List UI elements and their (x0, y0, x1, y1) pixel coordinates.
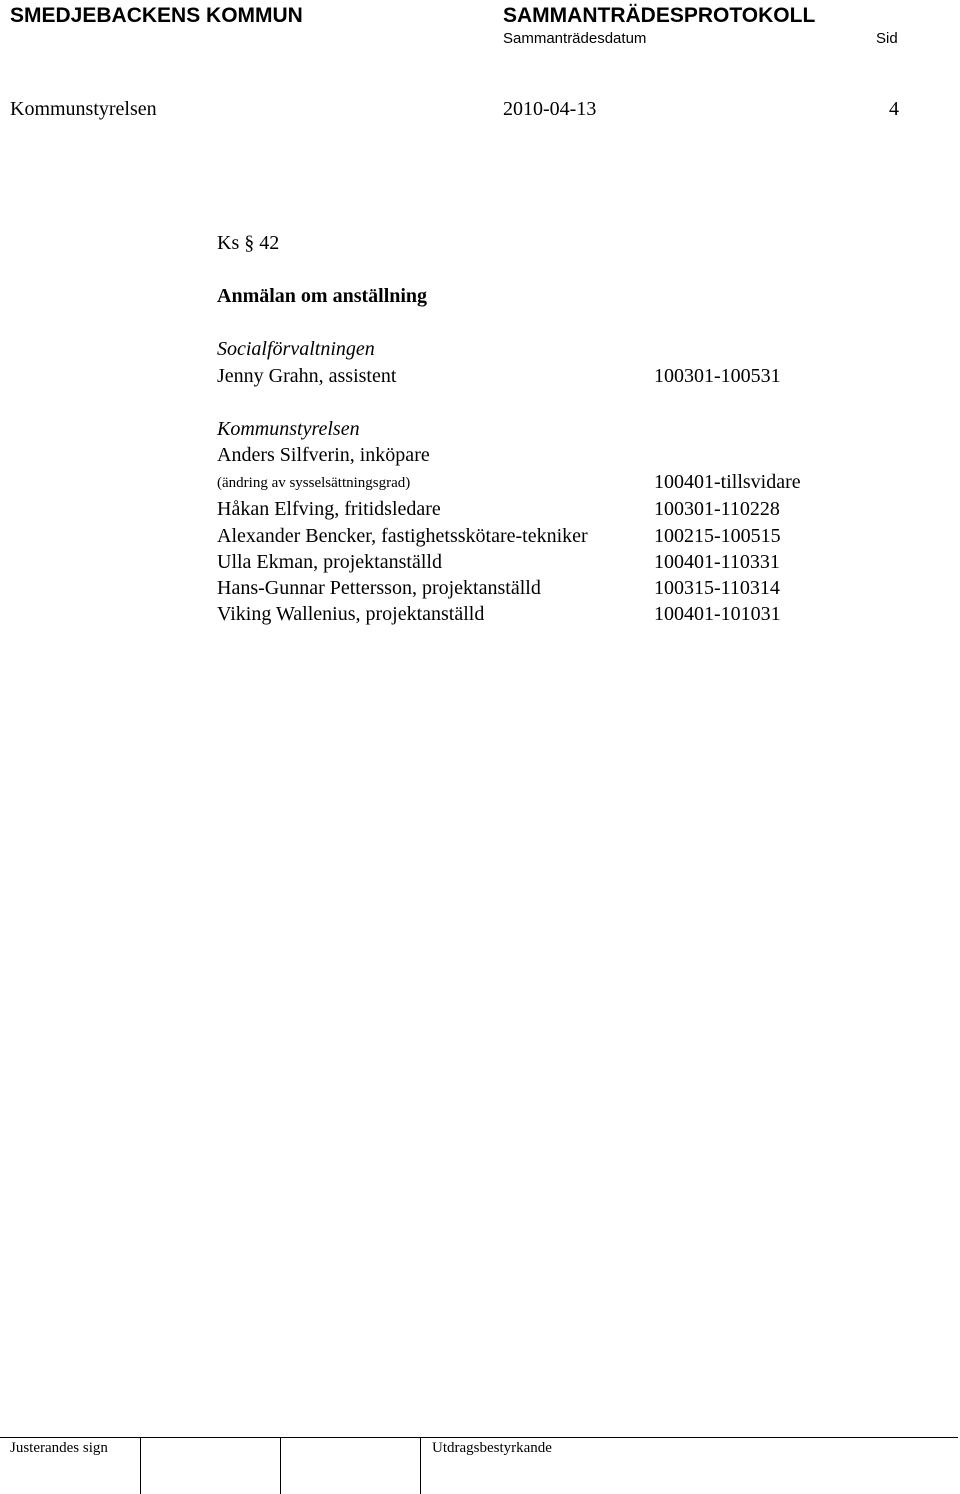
meeting-date-label: Sammanträdesdatum (503, 30, 647, 47)
document-type: SAMMANTRÄDESPROTOKOLL (503, 4, 816, 27)
employee-name: Anders Silfverin, inköpare (217, 444, 430, 466)
employee-name: Jenny Grahn, assistent (217, 365, 397, 387)
employment-row (217, 525, 837, 551)
employment-row (217, 498, 837, 524)
employee-name: Alexander Bencker, fastighetsskötare-tekniker (217, 525, 588, 547)
page-label: Sid (876, 30, 898, 47)
employment-row (217, 471, 837, 497)
page-number: 4 (889, 98, 899, 120)
employee-name: Viking Wallenius, projektanställd (217, 603, 485, 625)
adjusters-signature-label: Justerandes sign (10, 1440, 108, 1456)
section-heading: Socialförvaltningen (217, 338, 375, 360)
board-name: Kommunstyrelsen (10, 98, 157, 120)
excerpt-certification-label: Utdragsbestyrkande (432, 1440, 552, 1456)
meeting-date: 2010-04-13 (503, 98, 597, 120)
footer-divider (420, 1438, 421, 1494)
employment-row (217, 365, 837, 391)
paragraph-number: Ks § 42 (217, 232, 280, 254)
employment-period: 100301-100531 (654, 365, 781, 387)
footer-divider (140, 1438, 141, 1494)
employment-period: 100401-110331 (654, 551, 780, 573)
employment-row (217, 577, 837, 603)
employment-period: 100315-110314 (654, 577, 780, 599)
employment-period: 100401-101031 (654, 603, 781, 625)
employee-name: Håkan Elfving, fritidsledare (217, 498, 441, 520)
employment-period: 100215-100515 (654, 525, 781, 547)
employee-name: Ulla Ekman, projektanställd (217, 551, 442, 573)
employee-name: Hans-Gunnar Pettersson, projektanställd (217, 577, 541, 599)
employment-period: 100401-tillsvidare (654, 471, 801, 493)
employment-period: 100301-110228 (654, 498, 780, 520)
employment-row (217, 551, 837, 577)
footer-divider (0, 1437, 958, 1438)
paragraph-title: Anmälan om anställning (217, 285, 428, 307)
footer-divider (280, 1438, 281, 1494)
employment-row (217, 603, 837, 629)
change-note: (ändring av sysselsättningsgrad) (217, 475, 411, 491)
municipality-name: SMEDJEBACKENS KOMMUN (10, 4, 303, 27)
section-heading: Kommunstyrelsen (217, 418, 360, 440)
